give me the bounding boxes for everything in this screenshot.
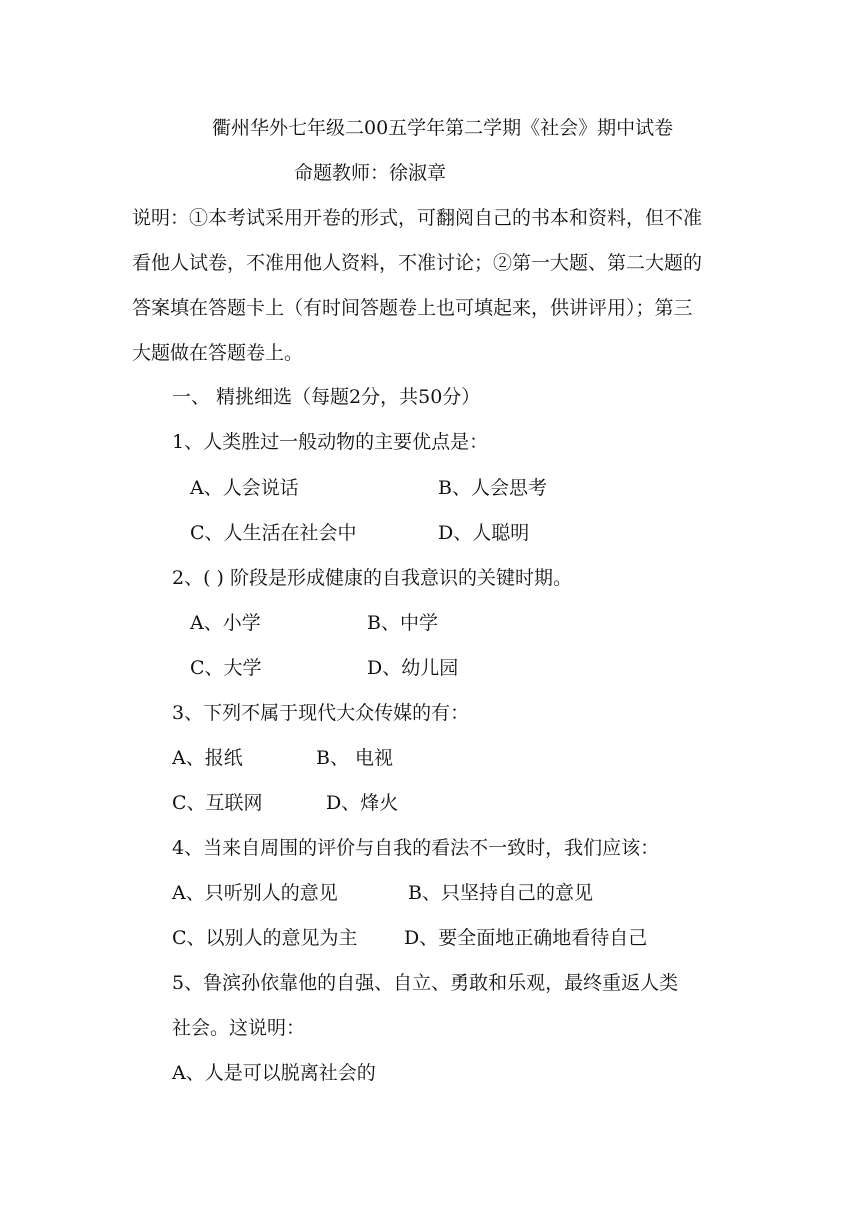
question-stem: 4、当来自周围的评价与自我的看法不一致时，我们应该： [172, 837, 660, 859]
instruction-line: 说明：①本考试采用开卷的形式，可翻阅自己的书本和资料，但不准 [132, 207, 703, 229]
answer-option: D、幼儿园 [367, 657, 459, 679]
answer-option: A、报纸 [172, 747, 243, 769]
question-stem: 2、( ) 阶段是形成健康的自我意识的关键时期。 [172, 567, 572, 589]
answer-option: B、人会思考 [438, 477, 547, 499]
answer-option: D、要全面地正确地看待自己 [404, 927, 648, 949]
exam-author: 命题教师：徐淑章 [294, 162, 447, 184]
answer-option: A、人会说话 [190, 477, 299, 499]
answer-option: A、只听别人的意见 [172, 882, 338, 904]
exam-title: 衢州华外七年级二00五学年第二学期《社会》期中试卷 [212, 117, 674, 139]
answer-option: C、互联网 [172, 792, 263, 814]
answer-option: B、 电视 [316, 747, 394, 769]
answer-option: D、人聪明 [438, 522, 530, 544]
instruction-line: 大题做在答题卷上。 [132, 342, 304, 364]
question-stem: 1、人类胜过一般动物的主要优点是： [172, 431, 489, 453]
answer-option: C、以别人的意见为主 [172, 927, 358, 949]
answer-option: A、小学 [190, 612, 261, 634]
answer-option: C、人生活在社会中 [190, 522, 357, 544]
answer-option: A、人是可以脱离社会的 [172, 1062, 376, 1084]
answer-option: C、大学 [190, 657, 262, 679]
instruction-line: 看他人试卷，不准用他人资料，不准讨论；②第一大题、第二大题的 [132, 252, 703, 274]
question-stem: 5、鲁滨孙依靠他的自强、自立、勇敢和乐观，最终重返人类 [172, 972, 679, 994]
answer-option: D、烽火 [326, 792, 399, 814]
instruction-line: 答案填在答题卡上（有时间答题卷上也可填起来，供讲评用）；第三 [132, 297, 693, 319]
instructions [132, 196, 734, 376]
question-stem-continued: 社会。这说明： [172, 1017, 306, 1039]
answer-option: B、只坚持自己的意见 [408, 882, 593, 904]
question-stem: 3、下列不属于现代大众传媒的有： [172, 702, 470, 724]
section-heading: 一、 精挑细选（每题2分，共50分） [172, 386, 481, 408]
answer-option: B、中学 [367, 612, 438, 634]
